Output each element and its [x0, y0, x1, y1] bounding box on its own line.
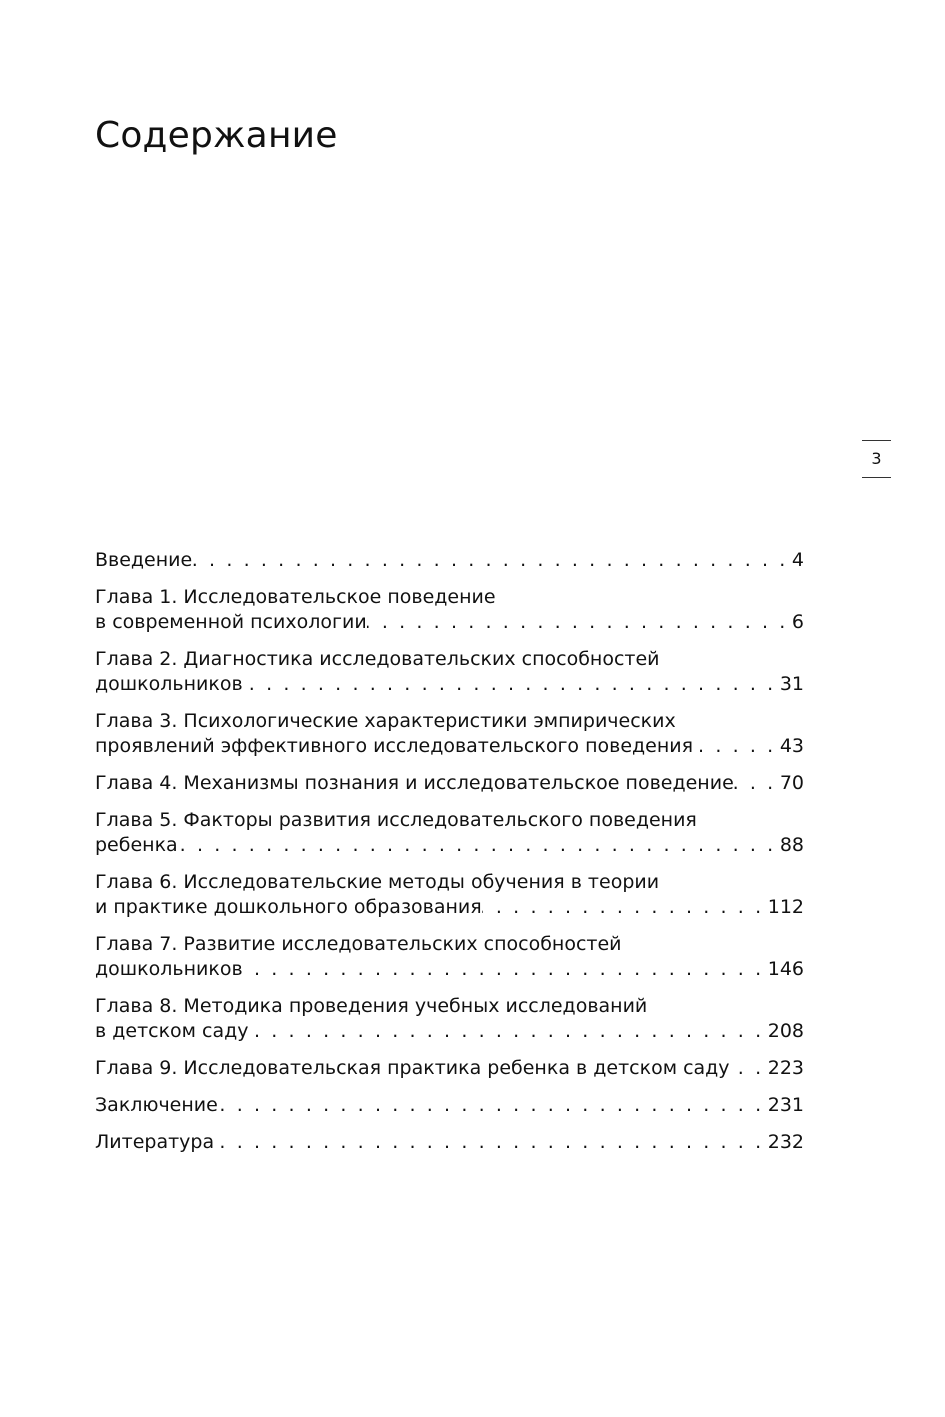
dot-leader: [693, 734, 780, 759]
toc-entry-title-continued: и практике дошкольного образования: [95, 896, 482, 918]
table-of-contents: [95, 548, 804, 1167]
toc-entry-title: Глава 9. Исследовательская практика ребенка в детском саду: [95, 1057, 730, 1079]
toc-line: [95, 994, 804, 1019]
toc-line: [95, 647, 804, 672]
toc-entry-title: Глава 7. Развитие исследовательских способностей: [95, 933, 622, 955]
page-number: 3: [862, 440, 891, 478]
toc-entry-title-continued: в детском саду: [95, 1020, 249, 1042]
toc-line: [95, 709, 804, 734]
toc-line: [95, 672, 804, 697]
toc-line: [95, 734, 804, 759]
toc-page-number: 208: [767, 1020, 804, 1042]
page-title: Содержание: [95, 115, 338, 156]
toc-entry: [95, 548, 804, 573]
dot-leader: [243, 957, 768, 982]
dot-leader: [192, 548, 792, 573]
dot-leader: [734, 771, 780, 796]
toc-line: [95, 1056, 804, 1081]
toc-line: [95, 895, 804, 920]
toc-entry-title: Глава 3. Психологические характеристики эмпирических: [95, 710, 676, 732]
toc-line: [95, 833, 804, 858]
toc-line: [95, 1093, 804, 1118]
toc-page-number: 88: [779, 834, 804, 856]
toc-line: [95, 870, 804, 895]
toc-entry: [95, 1056, 804, 1081]
toc-entry-title: Глава 8. Методика проведения учебных исследований: [95, 995, 648, 1017]
toc-page-number: 146: [767, 958, 804, 980]
toc-entry-title: Литература: [95, 1131, 215, 1153]
dot-leader: [243, 672, 780, 697]
toc-entry: [95, 808, 804, 858]
toc-entry-title-continued: дошкольников: [95, 673, 243, 695]
toc-page-number: 70: [779, 772, 804, 794]
toc-entry-title-continued: дошкольников: [95, 958, 243, 980]
toc-entry: [95, 1093, 804, 1118]
toc-entry-title-continued: в современной психологии: [95, 611, 367, 633]
toc-page-number: 223: [767, 1057, 804, 1079]
toc-page-number: 4: [791, 549, 804, 571]
toc-line: [95, 610, 804, 635]
dot-leader: [367, 610, 792, 635]
toc-page-number: 232: [767, 1131, 804, 1153]
toc-page-number: 43: [779, 735, 804, 757]
dot-leader: [178, 833, 780, 858]
toc-line: [95, 585, 804, 610]
toc-entry: [95, 771, 804, 796]
toc-entry-title-continued: ребенка: [95, 834, 178, 856]
dot-leader: [730, 1056, 768, 1081]
toc-line: [95, 771, 804, 796]
toc-entry: [95, 932, 804, 982]
toc-entry: [95, 647, 804, 697]
toc-entry-title: Глава 4. Механизмы познания и исследовательское поведение: [95, 772, 734, 794]
toc-entry: [95, 994, 804, 1044]
toc-page-number: 112: [767, 896, 804, 918]
toc-page-number: 31: [779, 673, 804, 695]
toc-entry-title: Заключение: [95, 1094, 218, 1116]
toc-entry-title: Глава 1. Исследовательское поведение: [95, 586, 496, 608]
toc-entry: [95, 1130, 804, 1155]
toc-entry: [95, 585, 804, 635]
toc-entry-title: Введение: [95, 549, 193, 571]
toc-entry: [95, 709, 804, 759]
toc-line: [95, 1130, 804, 1155]
toc-page-number: 6: [791, 611, 804, 633]
dot-leader: [482, 895, 768, 920]
toc-entry-title-continued: проявлений эффективного исследовательского поведения: [95, 735, 694, 757]
toc-line: [95, 548, 804, 573]
toc-entry-title: Глава 5. Факторы развития исследовательского поведения: [95, 809, 697, 831]
toc-line: [95, 1019, 804, 1044]
toc-line: [95, 808, 804, 833]
dot-leader: [218, 1093, 768, 1118]
toc-line: [95, 957, 804, 982]
toc-entry-title: Глава 2. Диагностика исследовательских способностей: [95, 648, 660, 670]
toc-entry-title: Глава 6. Исследовательские методы обучения в теории: [95, 871, 660, 893]
dot-leader: [249, 1019, 768, 1044]
toc-line: [95, 932, 804, 957]
dot-leader: [214, 1130, 768, 1155]
toc-entry: [95, 870, 804, 920]
toc-page-number: 231: [767, 1094, 804, 1116]
